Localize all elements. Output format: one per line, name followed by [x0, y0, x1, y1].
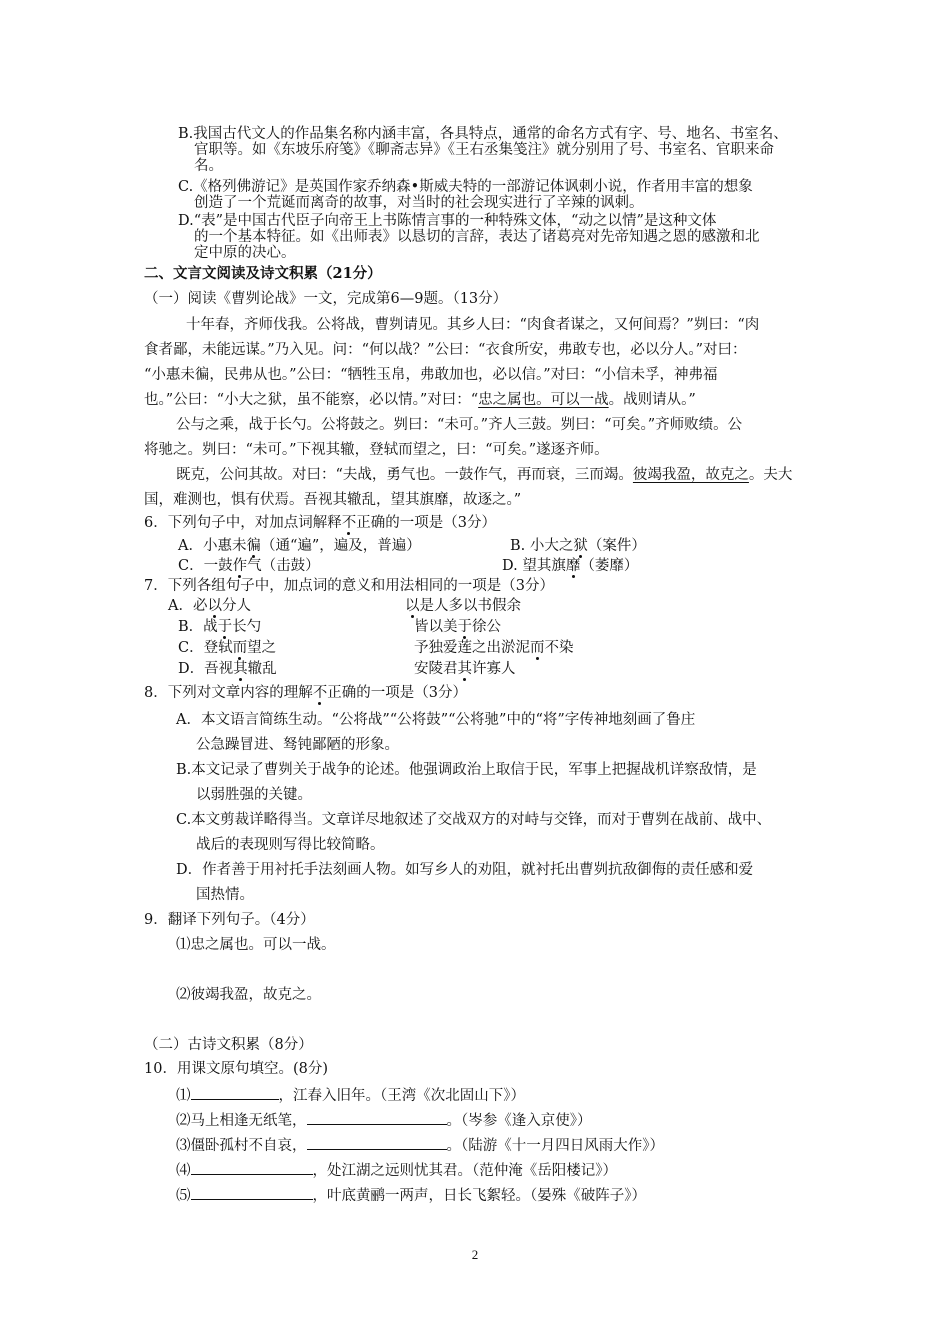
q9-stem: 9．翻译下列句子。（4分）	[144, 912, 315, 928]
option-text: B．战	[178, 619, 218, 635]
fill-blank[interactable]	[307, 1135, 447, 1150]
q8-option-c-line1: C.本文剪裁详略得当。文章详尽地叙述了交战双方的对峙与交锋，而对于曹刿在战前、战中、	[176, 812, 772, 828]
fill-blank[interactable]	[191, 1185, 313, 1200]
passage-text: 也。”公曰：“小大之狱，虽不能察，必以情。”对曰：“	[144, 392, 479, 408]
item-text: ⑷	[176, 1163, 191, 1179]
q7-option-c-right	[414, 639, 574, 657]
q8-option-c-line2: 战后的表现则写得比较简略。	[196, 837, 385, 853]
dotted-char: 徧	[246, 538, 261, 554]
dotted-char: 于	[217, 619, 233, 635]
item-text: ⑶僵卧孤村不自哀，	[176, 1138, 307, 1154]
q6-option-a	[178, 537, 421, 555]
option-text: （通“遍”，遍及，普遍）	[260, 538, 421, 554]
item-text: 。（岑参《逢入京使》）	[446, 1113, 592, 1129]
passage-text: 既克，公问其故。对曰：“夫战，勇气也。一鼓作气，再而衰，三而竭。	[176, 467, 633, 483]
q10-item-3	[176, 1135, 664, 1155]
option-text: 辙乱	[247, 661, 277, 677]
dotted-char: 以	[405, 598, 420, 614]
option-text: 分人	[221, 598, 251, 614]
q7-option-c-left	[178, 639, 276, 657]
option-text: C．登轼	[178, 640, 233, 656]
q10-item-2	[176, 1110, 592, 1130]
q6-option-c	[178, 557, 320, 575]
q10-stem: 10．用课文原句填空。(8分)	[144, 1061, 328, 1077]
option-text: 予独爱莲之出淤泥	[414, 640, 530, 656]
fill-blank[interactable]	[191, 1085, 279, 1100]
item-text: ⑸	[176, 1188, 191, 1204]
part1-title: （一）阅读《曹刿论战》一文，完成第6—9题。（13分）	[144, 291, 508, 307]
q6-stem-text: 6．下列句子中，对加点词解释	[144, 515, 342, 531]
option-text: 望之	[247, 640, 277, 656]
dotted-char: 以	[207, 598, 222, 614]
option-text: （案件）	[587, 538, 646, 554]
page-number: 2	[471, 1247, 479, 1262]
q8-stem-text: 8．下列对文章内容的理解	[144, 685, 313, 701]
dotted-char: 靡	[565, 558, 581, 574]
passage-p1-line1: 十年春，齐师伐我。公将战，曹刿请见。其乡人曰：“肉食者谋之，又何间焉？”刿曰：“肉	[186, 317, 760, 333]
option-text: 气（击鼓）	[247, 558, 320, 574]
q8-option-d-line1: D．作者善于用衬托手法刻画人物。如写乡人的劝阻，就衬托出曹刿抗敌御侮的责任感和爱	[176, 862, 754, 878]
choice-d-line2: 的一个基本特征。如《出师表》以恳切的言辞，表达了诸葛亮对先帝知遇之恩的感激和北	[194, 229, 760, 245]
dotted-char: 而	[530, 640, 545, 656]
q7-option-d-right	[414, 660, 516, 678]
passage-p1-line2: 食者鄙，未能远谋。”乃入见。问：“何以战？”公曰：“衣食所安，弗敢专也，必以分人。”对曰：	[144, 342, 747, 358]
option-text: A．必	[168, 598, 208, 614]
q8-stem	[144, 684, 467, 702]
q6-option-b	[510, 537, 646, 555]
choice-b-line1: B.我国古代文人的作品集名称内涵丰富，各具特点，通常的命名方式有字、号、地名、书室名、	[178, 126, 788, 142]
q6-stem-text: 正确的一项是（3分）	[356, 515, 496, 531]
dotted-char: 其	[233, 661, 248, 677]
q10-item-5	[176, 1185, 646, 1205]
option-text: 许寡人	[472, 661, 516, 677]
passage-p2-line2: 将驰之。刿曰：“未可。”下视其辙，登轼而望之，曰：“可矣。”遂逐齐师。	[144, 442, 609, 458]
option-text: 长勺	[232, 619, 262, 635]
item-text: ⑴	[176, 1088, 191, 1104]
passage-p1-line3: “小惠未徧，民弗从也。”公曰：“牺牲玉帛，弗敢加也，必以信。”对曰：“小信未孚，神弗福	[144, 367, 718, 383]
option-text: D. 望其旗	[502, 558, 566, 574]
option-text: 不染	[544, 640, 574, 656]
q8-option-b-line2: 以弱胜强的关键。	[196, 787, 312, 803]
q8-stem-text: 正确的一项是（3分）	[327, 685, 467, 701]
underlined-sentence-1: 忠之属也。可以一战	[478, 392, 609, 408]
part2-title: （二）古诗文积累（8分）	[144, 1037, 313, 1053]
choice-d-line1: D.“表”是中国古代臣子向帝王上书陈情言事的一种特殊文体，“动之以情”是这种文体	[178, 213, 717, 229]
q9-sentence-1: ⑴忠之属也。可以一战。	[176, 937, 336, 953]
q8-option-d-line2: 国热情。	[196, 887, 254, 903]
dotted-char: 狱	[573, 538, 588, 554]
dotted-char: 作	[232, 558, 248, 574]
underlined-sentence-2: 彼竭我盈，故克之	[632, 467, 749, 483]
dotted-char: 而	[232, 640, 248, 656]
q6-dotted-char: 不	[341, 515, 357, 531]
item-text: ⑵马上相逢无纸笔，	[176, 1113, 307, 1129]
passage-text: 。战则请从。”	[608, 392, 696, 408]
item-text: ，处江湖之远则忧其君。（范仲淹《岳阳楼记》）	[312, 1163, 617, 1179]
q7-option-b-left	[178, 618, 261, 636]
q8-dotted-char: 不	[312, 685, 328, 701]
q7-option-b-right	[414, 618, 501, 636]
option-text: 徐公	[472, 619, 501, 635]
option-text: 是人多以书假余	[419, 598, 521, 614]
option-text: 安陵君	[414, 661, 458, 677]
q6-option-d	[502, 557, 638, 575]
option-text: D．吾视	[178, 661, 234, 677]
choice-c-line1: C.《格列佛游记》是英国作家乔纳森•斯威夫特的一部游记体讽刺小说，作者用丰富的想象	[178, 179, 753, 195]
choice-b-line2: 官职等。如《东坡乐府笺》《聊斋志异》《王右丞集笺注》就分别用了号、书室名、官职来命	[194, 142, 774, 158]
dotted-char: 于	[457, 619, 472, 635]
item-text: ，江春入旧年。（王湾《次北固山下》）	[278, 1088, 525, 1104]
choice-c-line2: 创造了一个荒诞而离奇的故事，对当时的社会现实进行了辛辣的讽刺。	[194, 195, 644, 211]
option-text: B. 小大之	[510, 538, 574, 554]
dotted-char: 其	[457, 661, 472, 677]
q9-sentence-2: ⑵彼竭我盈，故克之。	[176, 987, 321, 1003]
q6-stem	[144, 514, 496, 532]
item-text: 。（陆游《十一月四日风雨大作》）	[446, 1138, 664, 1154]
q10-item-4	[176, 1160, 617, 1180]
q7-option-a-right	[405, 597, 521, 615]
item-text: ，叶底黄鹂一两声，日长飞絮轻。（晏殊《破阵子》）	[312, 1188, 646, 1204]
passage-p3-line2: 国，难测也，惧有伏焉。吾视其辙乱，望其旗靡，故逐之。”	[144, 492, 522, 508]
choice-d-line3: 定中原的决心。	[194, 245, 296, 261]
fill-blank[interactable]	[191, 1160, 313, 1175]
q8-option-a-line2: 公急躁冒进、驽钝鄙陋的形象。	[196, 737, 399, 753]
fill-blank[interactable]	[307, 1110, 447, 1125]
section-title: 二、文言文阅读及诗文积累（21分）	[144, 265, 382, 282]
option-text: A．小惠未	[178, 538, 247, 554]
q10-item-1	[176, 1085, 525, 1105]
option-text: 皆以美	[414, 619, 458, 635]
passage-text: 。夫大	[748, 467, 793, 483]
q7-option-a-left	[168, 597, 251, 615]
passage-p1-line4	[144, 391, 696, 409]
choice-b-line3: 名。	[194, 158, 223, 174]
q7-stem: 7．下列各组句子中，加点词的意义和用法相同的一项是（3分）	[144, 578, 554, 594]
passage-p2-line1: 公与之乘，战于长勺。公将鼓之。刿曰：“未可。”齐人三鼓。刿曰：“可矣。”齐师败绩。公	[176, 417, 743, 433]
q8-option-a-line1: A．本文语言简练生动。“公将战”“公将鼓”“公将驰”中的“将”字传神地刻画了鲁庄	[176, 712, 696, 728]
passage-p3-line1	[176, 466, 792, 484]
option-text: C．一鼓	[178, 558, 233, 574]
option-text: （萎靡）	[580, 558, 639, 574]
q8-option-b-line1: B.本文记录了曹刿关于战争的论述。他强调政治上取信于民，军事上把握战机详察敌情，是	[176, 762, 757, 778]
q7-option-d-left	[178, 660, 277, 678]
